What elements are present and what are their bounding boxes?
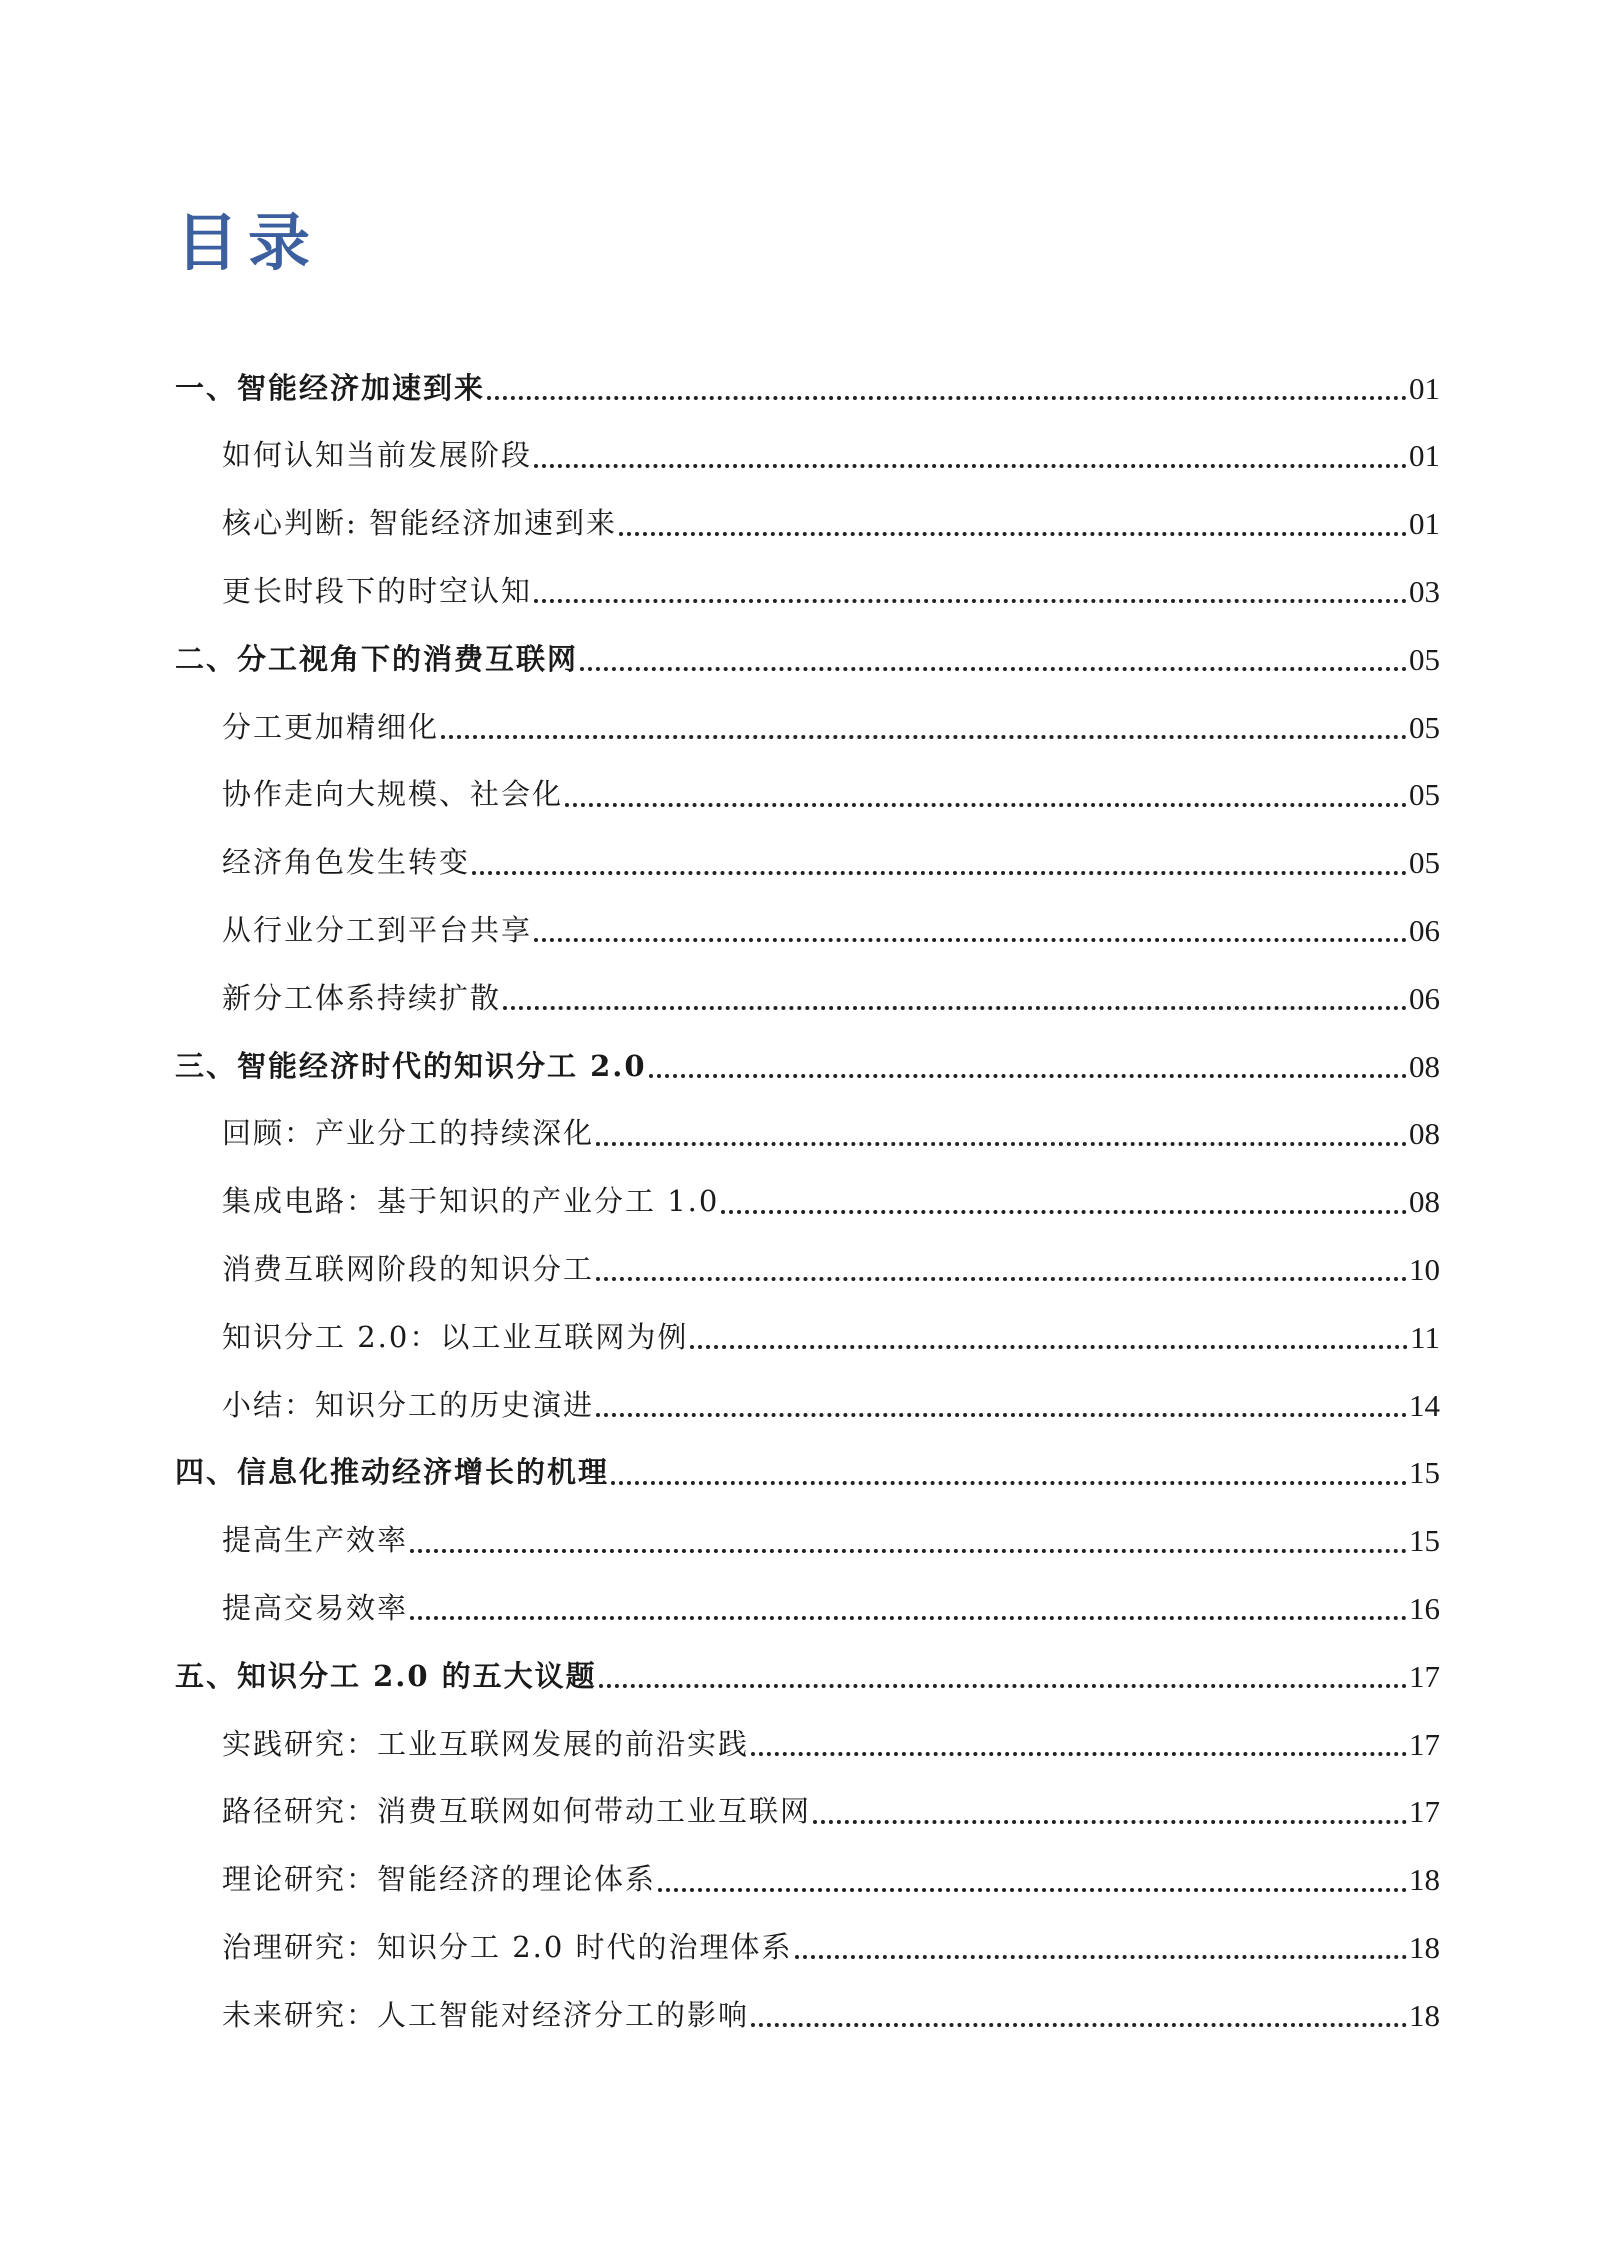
toc-entry-label: 治理研究：知识分工 2.0 时代的治理体系 xyxy=(222,1929,793,1964)
toc-section-entry[interactable] xyxy=(222,1710,1440,1778)
dot-leader xyxy=(534,599,1407,603)
toc-entry-label: 核心判断: 智能经济加速到来 xyxy=(222,506,617,541)
toc-section-entry[interactable] xyxy=(222,557,1440,625)
toc-entry-page: 17 xyxy=(1409,1794,1440,1830)
toc-entry-label: 一、智能经济加速到来 xyxy=(175,370,486,405)
toc-entry-page: 06 xyxy=(1409,912,1440,948)
toc-entry-label: 实践研究：工业互联网发展的前沿实践 xyxy=(222,1726,750,1761)
toc-entry-label: 新分工体系持续扩散 xyxy=(222,980,502,1015)
toc-section-entry[interactable] xyxy=(222,1303,1440,1371)
toc-entry-page: 05 xyxy=(1409,709,1440,745)
toc-section-entry[interactable] xyxy=(222,1913,1440,1981)
dot-leader xyxy=(596,1142,1407,1146)
toc-entry-page: 17 xyxy=(1409,1658,1440,1694)
dot-leader xyxy=(619,532,1407,536)
toc-entry-label: 知识分工 2.0：以工业互联网为例 xyxy=(222,1319,689,1354)
toc-entry-label: 更长时段下的时空认知 xyxy=(222,573,533,608)
toc-section-entry[interactable] xyxy=(222,1981,1440,2049)
toc-section-entry[interactable] xyxy=(222,896,1440,964)
toc-entry-page: 08 xyxy=(1409,1048,1440,1084)
toc-entry-label: 经济角色发生转变 xyxy=(222,845,471,880)
toc-entry-page: 10 xyxy=(1409,1251,1440,1287)
toc-section-entry[interactable] xyxy=(222,761,1440,829)
toc-section-entry[interactable] xyxy=(222,829,1440,897)
dot-leader xyxy=(751,2023,1407,2027)
dot-leader xyxy=(441,735,1407,739)
toc-entry-page: 05 xyxy=(1409,845,1440,881)
dot-leader xyxy=(596,1413,1407,1417)
dot-leader xyxy=(596,1277,1407,1281)
toc-entry-label: 提高交易效率 xyxy=(222,1590,409,1625)
dot-leader xyxy=(599,1684,1407,1688)
toc-entry-page: 05 xyxy=(1409,777,1440,813)
dot-leader xyxy=(611,1481,1407,1485)
toc-section-entry[interactable] xyxy=(222,1168,1440,1236)
dot-leader xyxy=(795,1955,1407,1959)
toc-entry-page: 18 xyxy=(1409,1862,1440,1898)
toc-entry-page: 15 xyxy=(1409,1523,1440,1559)
toc-section-entry[interactable] xyxy=(222,693,1440,761)
dot-leader xyxy=(690,1345,1408,1349)
toc-section-entry[interactable] xyxy=(222,964,1440,1032)
toc-entry-page: 08 xyxy=(1409,1184,1440,1220)
dot-leader xyxy=(580,667,1407,671)
toc-entry-page: 14 xyxy=(1409,1387,1440,1423)
toc-entry-page: 03 xyxy=(1409,573,1440,609)
toc-section-entry[interactable] xyxy=(222,490,1440,558)
toc-chapter-entry[interactable] xyxy=(175,354,1440,422)
toc-entry-label: 路径研究：消费互联网如何带动工业互联网 xyxy=(222,1794,812,1829)
toc-entry-label: 消费互联网阶段的知识分工 xyxy=(222,1251,595,1286)
dot-leader xyxy=(565,803,1407,807)
dot-leader xyxy=(534,938,1407,942)
dot-leader xyxy=(813,1820,1407,1824)
dot-leader xyxy=(751,1752,1407,1756)
toc-entry-page: 16 xyxy=(1409,1590,1440,1626)
toc-chapter-entry[interactable] xyxy=(175,1642,1440,1710)
toc-chapter-entry[interactable] xyxy=(175,1032,1440,1100)
toc-section-entry[interactable] xyxy=(222,422,1440,490)
toc-entry-page: 08 xyxy=(1409,1116,1440,1152)
dot-leader xyxy=(503,1006,1407,1010)
toc-entry-label: 分工更加精细化 xyxy=(222,709,440,744)
toc-entry-page: 18 xyxy=(1409,1929,1440,1965)
dot-leader xyxy=(410,1549,1407,1553)
toc-chapter-entry[interactable] xyxy=(175,625,1440,693)
toc-entry-label: 二、分工视角下的消费互联网 xyxy=(175,641,579,676)
toc-section-entry[interactable] xyxy=(222,1235,1440,1303)
toc-entry-page: 01 xyxy=(1409,370,1440,406)
toc-entry-label: 提高生产效率 xyxy=(222,1523,409,1558)
toc-entry-label: 集成电路：基于知识的产业分工 1.0 xyxy=(222,1184,720,1219)
toc-entry-page: 01 xyxy=(1409,506,1440,542)
toc-entry-page: 06 xyxy=(1409,980,1440,1016)
toc-section-entry[interactable] xyxy=(222,1507,1440,1575)
toc-entry-label: 四、信息化推动经济增长的机理 xyxy=(175,1455,610,1490)
toc-entry-label: 小结：知识分工的历史演进 xyxy=(222,1387,595,1422)
toc-entry-page: 05 xyxy=(1409,641,1440,677)
toc-entry-label: 理论研究：智能经济的理论体系 xyxy=(222,1862,657,1897)
dot-leader xyxy=(487,396,1407,400)
toc-entry-label: 从行业分工到平台共享 xyxy=(222,912,533,947)
page-title: 目录 xyxy=(176,206,321,279)
toc-entry-label: 回顾：产业分工的持续深化 xyxy=(222,1116,595,1151)
toc-entry-page: 11 xyxy=(1410,1319,1440,1355)
toc-entry-page: 01 xyxy=(1409,438,1440,474)
toc-entry-label: 未来研究：人工智能对经济分工的影响 xyxy=(222,1997,750,2032)
toc-entry-label: 协作走向大规模、社会化 xyxy=(222,777,564,812)
toc-entry-label: 三、智能经济时代的知识分工 2.0 xyxy=(175,1048,647,1083)
toc-entry-page: 18 xyxy=(1409,1997,1440,2033)
dot-leader xyxy=(472,871,1407,875)
toc-chapter-entry[interactable] xyxy=(175,1439,1440,1507)
toc-section-entry[interactable] xyxy=(222,1574,1440,1642)
toc-section-entry[interactable] xyxy=(222,1846,1440,1914)
toc-section-entry[interactable] xyxy=(222,1100,1440,1168)
dot-leader xyxy=(410,1616,1407,1620)
dot-leader xyxy=(721,1210,1407,1214)
toc-entry-label: 五、知识分工 2.0 的五大议题 xyxy=(175,1658,597,1693)
toc-section-entry[interactable] xyxy=(222,1371,1440,1439)
toc-entry-page: 15 xyxy=(1409,1455,1440,1491)
toc-section-entry[interactable] xyxy=(222,1778,1440,1846)
toc-entry-page: 17 xyxy=(1409,1726,1440,1762)
dot-leader xyxy=(649,1074,1407,1078)
dot-leader xyxy=(534,464,1407,468)
toc-entry-label: 如何认知当前发展阶段 xyxy=(222,438,533,473)
dot-leader xyxy=(658,1888,1407,1892)
